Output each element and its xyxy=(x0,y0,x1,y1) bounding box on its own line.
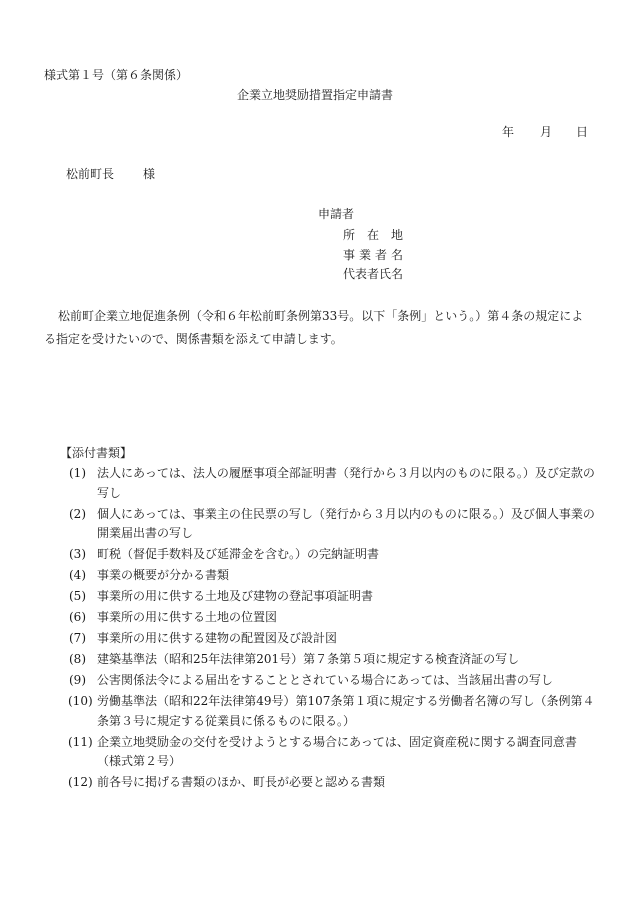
attachment-item xyxy=(60,464,600,503)
attachment-number: (2) xyxy=(69,506,86,521)
attachment-text: 個人にあっては、事業主の住民票の写し（発行から３月以内のものに限る。）及び個人事業の開業届出書の写し xyxy=(97,506,595,540)
attachment-number: (11) xyxy=(68,734,93,749)
attachment-item xyxy=(60,608,600,628)
attachment-number: (5) xyxy=(69,589,86,603)
attachment-text: 労働基準法（昭和22年法律第49号）第107条第１項に規定する労働者名簿の写し（条例第４条第３号に規定する従業員に係るものに限る。） xyxy=(97,694,595,728)
attachment-item xyxy=(60,692,600,731)
attachment-item xyxy=(60,773,600,793)
attachment-text: 前各号に掲げる書類のほか、町長が必要と認める書類 xyxy=(97,775,386,789)
attachment-number: (9) xyxy=(69,673,86,687)
applicant-representative-label: 代表者氏名 xyxy=(343,267,404,281)
addressee-name: 松前町長 xyxy=(66,167,115,181)
form-number: 様式第１号（第６条関係） xyxy=(44,68,189,82)
document-title: 企業立地奨励措置指定申請書 xyxy=(236,88,393,102)
application-body-text: 松前町企業立地促進条例（令和６年松前町条例第33号。以下「条例」という。）第４条の規定による指定を受けたいので、関係書類を添えて申請します。 xyxy=(44,309,584,346)
attachments-heading: 【添付書類】 xyxy=(60,446,133,460)
attachment-item xyxy=(60,545,600,565)
attachment-item xyxy=(60,650,600,670)
date-month-label: 月 xyxy=(540,125,553,139)
attachment-text: 事業所の用に供する土地及び建物の登記事項証明書 xyxy=(97,589,374,603)
attachment-number: (10) xyxy=(68,694,93,708)
attachment-item xyxy=(60,733,600,772)
attachment-text: 公害関係法令による届出をすることとされている場合にあっては、当該届出書の写し xyxy=(97,673,553,687)
attachment-text: 法人にあっては、法人の履歴事項全部証明書（発行から３月以内のものに限る。）及び定款の写し xyxy=(97,466,595,500)
attachment-text: 企業立地奨励金の交付を受けようとする場合にあっては、固定資産税に関する調査同意書（様式第２号） xyxy=(97,734,577,768)
attachment-text: 町税（督促手数料及び延滞金を含む。）の完納証明書 xyxy=(97,547,380,561)
attachment-item xyxy=(60,587,600,607)
applicant-business-name-label: 事業者名 xyxy=(343,248,408,262)
attachment-item xyxy=(60,629,600,649)
attachment-number: (12) xyxy=(68,775,93,789)
attachment-text: 事業の概要が分かる書類 xyxy=(97,568,230,582)
attachment-number: (3) xyxy=(69,547,86,561)
date-year-label: 年 xyxy=(502,125,515,139)
attachment-number: (7) xyxy=(69,631,86,645)
addressee-honorific: 様 xyxy=(143,167,156,181)
attachment-number: (1) xyxy=(69,466,86,480)
applicant-address-label: 所在地 xyxy=(343,228,416,242)
attachment-number: (8) xyxy=(69,652,86,666)
attachment-item xyxy=(60,505,600,544)
date-day-label: 日 xyxy=(576,125,589,139)
attachment-item xyxy=(60,566,600,586)
attachment-text: 建築基準法（昭和25年法律第201号）第７条第５項に規定する検査済証の写し xyxy=(97,652,520,666)
attachment-number: (4) xyxy=(69,568,86,582)
applicant-label: 申請者 xyxy=(318,207,355,221)
attachment-text: 事業所の用に供する建物の配置図及び設計図 xyxy=(97,631,338,645)
attachment-item xyxy=(60,671,600,691)
attachment-number: (6) xyxy=(69,610,86,624)
attachments-list xyxy=(60,464,600,794)
attachment-text: 事業所の用に供する土地の位置図 xyxy=(97,610,278,624)
